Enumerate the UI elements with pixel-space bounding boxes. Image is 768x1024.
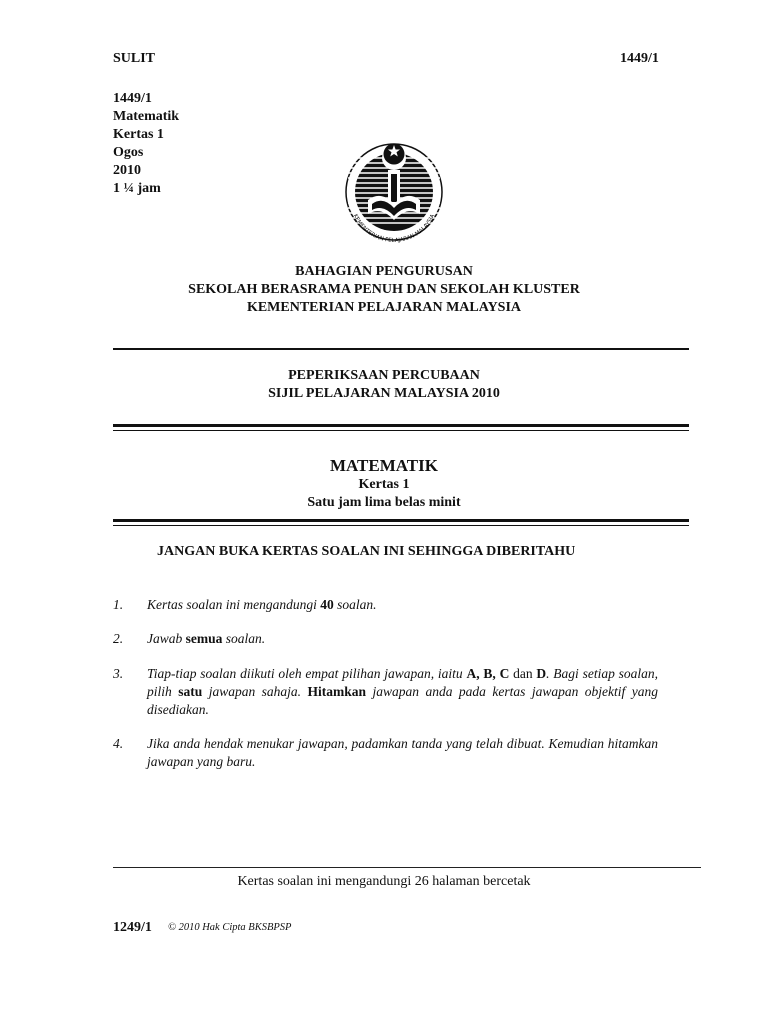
- instruction-text: Tiap-tiap soalan diikuti oleh empat pilihan jawapan, iaitu: [147, 666, 467, 681]
- divider-double-rule-bottom-2: [113, 525, 689, 526]
- instruction-item: [113, 735, 658, 771]
- instruction-item: [113, 665, 658, 719]
- instruction-text: jawapan anda pada kertas jawapan objektif yang disediakan.: [147, 684, 658, 717]
- meta-month: Ogos: [113, 145, 144, 160]
- logo-ring-text: KEMENTERIAN PELAJARAN MALAYSIA: [351, 213, 437, 245]
- instruction-number: 3.: [113, 666, 124, 681]
- copyright-notice: © 2010 Hak Cipta BKSBPSP: [168, 922, 292, 933]
- instruction-text: Kertas soalan ini mengandungi: [147, 597, 321, 612]
- instruction-item: [113, 596, 658, 614]
- crescent-star-icon: [382, 144, 406, 171]
- org-line-3: KEMENTERIAN PELAJARAN MALAYSIA: [246, 300, 522, 315]
- meta-duration: 1 ¼ jam: [113, 181, 161, 196]
- meta-subject: Matematik: [113, 109, 180, 124]
- option-label: A: [466, 666, 477, 681]
- instruction-text: Jawab: [147, 631, 186, 646]
- instruction-item: [113, 630, 658, 648]
- footer-paper-code: 1249/1: [113, 920, 152, 935]
- org-line-2: SEKOLAH BERASRAMA PENUH DAN SEKOLAH KLUSTER: [188, 282, 580, 297]
- paper-meta: [113, 90, 179, 198]
- divider-double-rule-top-2: [113, 519, 689, 522]
- header-paper-code: 1449/1: [620, 51, 659, 66]
- instruction-emphasis: satu: [178, 684, 203, 699]
- instruction-emphasis: semua: [185, 631, 223, 646]
- instruction-text: jawapan sahaja.: [202, 684, 308, 699]
- meta-year: 2010: [113, 163, 141, 178]
- instruction-emphasis: Hitamkan: [307, 684, 367, 699]
- divider-double-rule-top: [113, 424, 689, 427]
- instruction-text: ,: [492, 666, 500, 681]
- instruction-text: ,: [476, 666, 484, 681]
- instruction-text: soalan.: [333, 597, 377, 612]
- do-not-open-warning: JANGAN BUKA KERTAS SOALAN INI SEHINGGA DIBERITAHU: [157, 544, 576, 559]
- divider-rule: [113, 348, 689, 350]
- footer-rule: [113, 867, 701, 868]
- subject-block: [0, 455, 768, 512]
- organisation-block: [0, 263, 768, 317]
- option-label: B: [483, 666, 493, 681]
- exam-line-1: PEPERIKSAAN PERCUBAAN: [288, 368, 480, 383]
- instruction-number: 4.: [113, 736, 124, 751]
- subject-duration: Satu jam lima belas minit: [307, 495, 461, 510]
- option-label: C: [499, 666, 510, 681]
- page-count-note: Kertas soalan ini mengandungi 26 halaman bercetak: [237, 874, 531, 889]
- instruction-emphasis: 40: [320, 597, 334, 612]
- instruction-text: soalan.: [222, 631, 266, 646]
- instruction-text: dan: [509, 666, 537, 681]
- meta-paper: Kertas 1: [113, 127, 164, 142]
- instruction-number: 2.: [113, 631, 124, 646]
- exam-title-block: [0, 367, 768, 403]
- ministry-logo: [338, 128, 450, 248]
- header-classification: SULIT: [113, 51, 156, 66]
- option-label: D: [536, 666, 547, 681]
- meta-code: 1449/1: [113, 91, 152, 106]
- divider-double-rule-bottom: [113, 430, 689, 431]
- instruction-text: . Bagi setiap soalan, pilih: [147, 666, 659, 699]
- instruction-text: Jika anda hendak menukar jawapan, padamkan tanda yang telah dibuat. Kemudian hitamkan jawapan yang baru.: [147, 736, 658, 769]
- exam-line-2: SIJIL PELAJARAN MALAYSIA 2010: [268, 386, 500, 401]
- subject-paper: Kertas 1: [358, 477, 410, 492]
- instruction-number: 1.: [113, 597, 124, 612]
- org-line-1: BAHAGIAN PENGURUSAN: [295, 264, 473, 279]
- subject-title: MATEMATIK: [330, 456, 438, 475]
